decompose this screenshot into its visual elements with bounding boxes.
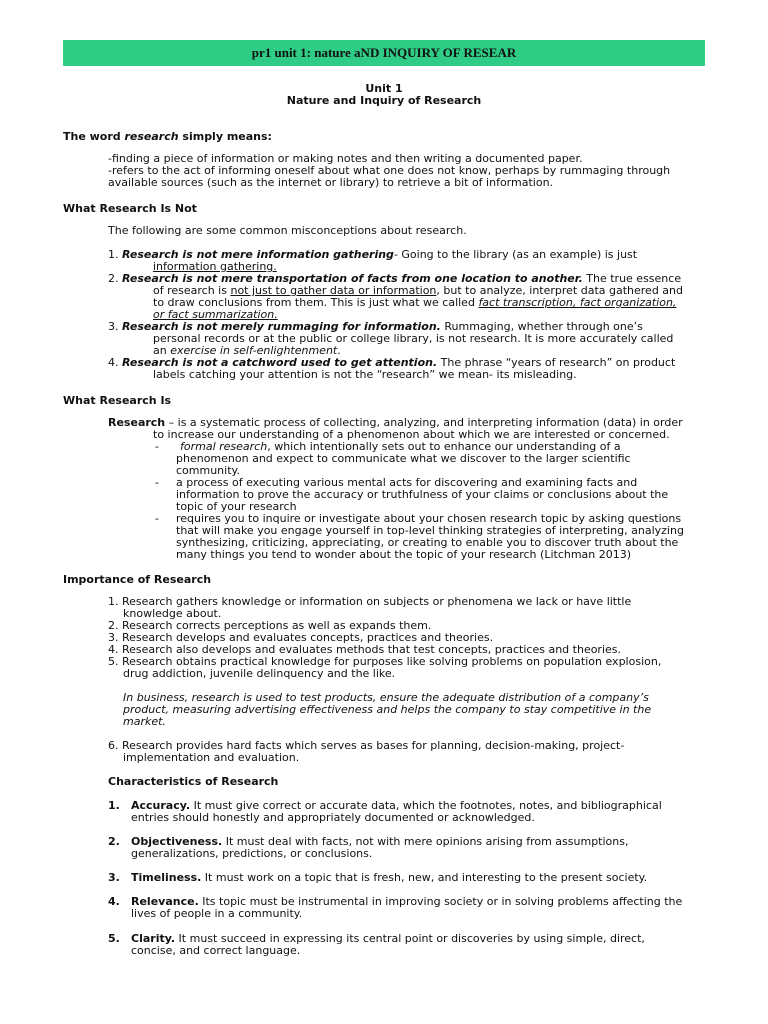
word-meaning-heading: The word research simply means: [63, 130, 272, 143]
characteristic-item-line: concise, and correct language. [131, 944, 301, 957]
meaning-line: available sources (such as the internet or library) to retrieve a bit of information. [108, 176, 554, 189]
importance-item: 4. Research also develops and evaluates methods that test concepts, practices and theories. [108, 643, 622, 656]
research-definition: Research – is a systematic process of collecting, analyzing, and interpreting information (data) in order [108, 416, 683, 429]
importance-item-line: implementation and evaluation. [123, 751, 300, 764]
bullet-line: phenomenon and expect to communicate what we discover to the larger scientific [176, 452, 631, 465]
importance-item: 3. Research develops and evaluates concepts, practices and theories. [108, 631, 494, 644]
bullet-line: information to prove the accuracy or truthfulness of your claims or conclusions about the [176, 488, 669, 501]
importance-item-line: drug addiction, juvenile delinquency and the like. [123, 667, 396, 680]
importance-item: 5. Research obtains practical knowledge for purposes like solving problems on population explosion, [108, 655, 662, 668]
characteristic-item: Accuracy. It must give correct or accurate data, which the footnotes, notes, and bibliographical [131, 799, 662, 812]
misconceptions-intro: The following are some common misconceptions about research. [108, 224, 467, 237]
misconception-item-line: information gathering. [153, 260, 277, 273]
characteristic-number: 1. [108, 799, 120, 812]
characteristic-item: Relevance. Its topic must be instrumental in improving society or in solving problems affecting the [131, 895, 683, 908]
what-research-is-heading: What Research Is [63, 394, 172, 407]
what-research-is-not-heading: What Research Is Not [63, 202, 197, 215]
bullet-line: community. [176, 464, 240, 477]
misconception-item: 4. Research is not a catchword used to get attention. The phrase “years of research” on product [108, 356, 676, 369]
characteristic-item: Timeliness. It must work on a topic that is fresh, new, and interesting to the present society. [131, 871, 648, 884]
misconception-item-line: an exercise in self-enlightenment. [153, 344, 341, 357]
characteristic-number: 3. [108, 871, 120, 884]
importance-item: 6. Research provides hard facts which serves as bases for planning, decision-making, project- [108, 739, 625, 752]
unit-label: Unit 1 [365, 82, 403, 95]
misconception-item-line: to draw conclusions from them. This is just what we called fact transcription, fact organization, [153, 296, 677, 309]
misconception-item-line: personal records or at the public or college library, is not research. It is more accurately called [153, 332, 674, 345]
importance-item: 1. Research gathers knowledge or information on subjects or phenomena we lack or have little [108, 595, 632, 608]
misconception-item: 2. Research is not mere transportation of facts from one location to another. The true essence [108, 272, 682, 285]
bullet-line: formal research, which intentionally sets out to enhance our understanding of a [180, 440, 621, 453]
bullet-line: a process of executing various mental acts for discovering and examining facts and [176, 476, 638, 489]
characteristic-item: Objectiveness. It must deal with facts, not with mere opinions arising from assumptions, [131, 835, 629, 848]
bullet-dash: - [155, 476, 159, 489]
research-definition-line: to increase our understanding of a phenomenon about which we are interested or concerned. [153, 428, 670, 441]
business-note: In business, research is used to test products, ensure the adequate distribution of a company’s [123, 691, 649, 704]
misconception-item-line: or fact summarization. [153, 308, 278, 321]
characteristic-item-line: generalizations, predictions, or conclusions. [131, 847, 373, 860]
importance-item-line: knowledge about. [123, 607, 222, 620]
characteristic-item: Clarity. It must succeed in expressing its central point or discoveries by using simple, direct, [131, 932, 645, 945]
characteristic-number: 2. [108, 835, 120, 848]
misconception-item-line: of research is not just to gather data or information, but to analyze, interpret data gathered and [153, 284, 683, 297]
importance-heading: Importance of Research [63, 573, 212, 586]
characteristics-heading: Characteristics of Research [108, 775, 279, 788]
business-note: product, measuring advertising effectiveness and helps the company to stay competitive in the [123, 703, 652, 716]
bullet-line: many things you tend to wonder about the topic of your research (Litchman 2013) [176, 548, 632, 561]
bullet-line: synthesizing, criticizing, appreciating, or creating to enable you to discover truth about the [176, 536, 679, 549]
bullet-line: topic of your research [176, 500, 297, 513]
unit-subtitle: Nature and Inquiry of Research [286, 94, 482, 107]
meaning-line: -finding a piece of information or making notes and then writing a documented paper. [108, 152, 583, 165]
misconception-item: 3. Research is not merely rummaging for information. Rummaging, whether through one’s [108, 320, 643, 333]
characteristic-item-line: entries should honestly and appropriately documented or acknowledged. [131, 811, 535, 824]
meaning-line: -refers to the act of informing oneself about what one does not know, perhaps by rummaging through [108, 164, 671, 177]
characteristic-item-line: lives of people in a community. [131, 907, 303, 920]
misconception-item-line: labels catching your attention is not the “research” we mean- its misleading. [153, 368, 577, 381]
bullet-dash: - [155, 440, 159, 453]
importance-item: 2. Research corrects perceptions as well as expands them. [108, 619, 432, 632]
bullet-line: requires you to inquire or investigate about your chosen research topic by asking questions [176, 512, 682, 525]
document-title-banner: pr1 unit 1: nature aND INQUIRY OF RESEAR [63, 40, 705, 66]
business-note: market. [123, 715, 166, 728]
bullet-dash: - [155, 512, 159, 525]
characteristic-number: 4. [108, 895, 120, 908]
characteristic-number: 5. [108, 932, 120, 945]
misconception-item: 1. Research is not mere information gathering- Going to the library (as an example) is just [108, 248, 638, 261]
bullet-line: that will make you engage yourself in top-level thinking strategies of interpreting, analyzing [176, 524, 684, 537]
